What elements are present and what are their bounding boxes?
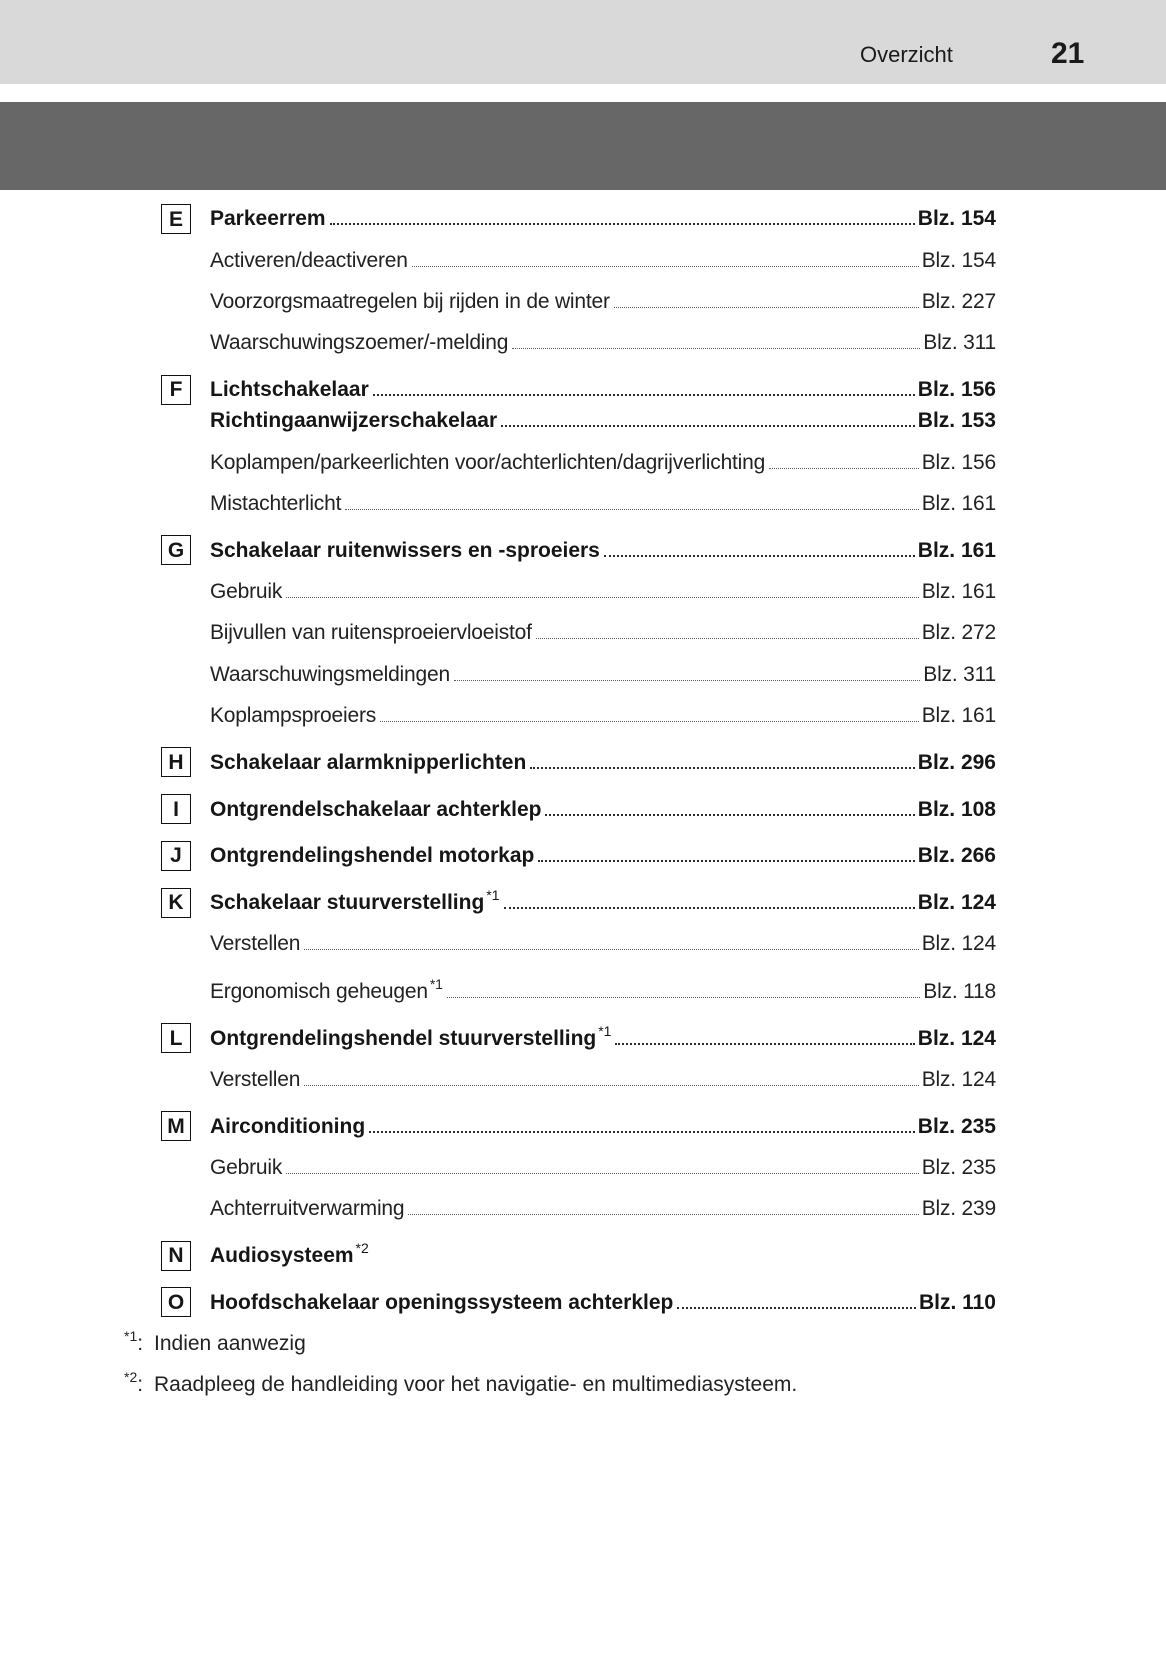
section-k bbox=[0, 882, 1166, 1012]
sub-entry bbox=[210, 442, 996, 483]
entry-label: Bijvullen van ruitensproeiervloeistof bbox=[210, 621, 532, 645]
sub-entry bbox=[210, 240, 996, 281]
page-reference: Blz. 235 bbox=[921, 1155, 996, 1179]
dot-leader bbox=[504, 907, 915, 909]
entry-label: Verstellen bbox=[210, 932, 301, 956]
entry-label: Koplampen/parkeerlichten voor/achterlichten/dagrijverlichting bbox=[210, 450, 766, 474]
dot-leader bbox=[454, 680, 920, 681]
page-reference: Blz. 161 bbox=[921, 703, 996, 727]
main-entry bbox=[210, 400, 996, 441]
section-n bbox=[0, 1235, 1166, 1276]
dot-leader bbox=[345, 509, 919, 510]
section-letter-box: I bbox=[161, 794, 191, 824]
dot-leader bbox=[286, 597, 919, 598]
dot-leader bbox=[536, 638, 919, 639]
entry-label: Lichtschakelaar bbox=[210, 378, 369, 402]
section-letter-box: J bbox=[161, 841, 191, 871]
entry-label: Parkeerrem bbox=[210, 207, 326, 231]
page-reference: Blz. 154 bbox=[917, 207, 996, 231]
entry-label: Waarschuwingszoemer/-melding bbox=[210, 331, 509, 355]
page-number: 21 bbox=[1051, 37, 1085, 70]
main-entry bbox=[168, 198, 996, 239]
footnote-marker bbox=[124, 1364, 154, 1407]
page-reference: Blz. 153 bbox=[917, 409, 996, 433]
index-list bbox=[0, 198, 1166, 1405]
main-entry bbox=[168, 1235, 996, 1276]
page-reference: Blz. 227 bbox=[921, 289, 996, 313]
dot-leader bbox=[330, 223, 915, 225]
header-band bbox=[0, 0, 1166, 84]
footnote-reference: *1 bbox=[598, 1022, 612, 1039]
footnote-mark: *1 bbox=[124, 1328, 138, 1345]
section-letter-box: K bbox=[161, 888, 191, 918]
section-letter-box: H bbox=[161, 747, 191, 777]
section-o bbox=[0, 1282, 1166, 1323]
footnote-reference: *1 bbox=[429, 975, 443, 992]
entry-label: Activeren/deactiveren bbox=[210, 248, 408, 272]
page-reference: Blz. 272 bbox=[921, 621, 996, 645]
main-entry bbox=[167, 1282, 996, 1323]
entry-label: Verstellen bbox=[210, 1067, 301, 1091]
footnote-separator: : bbox=[137, 1373, 144, 1397]
section-letter-box: L bbox=[161, 1023, 191, 1053]
page-reference: Blz. 124 bbox=[921, 1067, 996, 1091]
section-m bbox=[0, 1106, 1166, 1230]
section-letter-box: E bbox=[161, 204, 191, 234]
footnote-marker bbox=[124, 1323, 154, 1366]
page-reference: Blz. 161 bbox=[917, 538, 996, 562]
entry-label: Airconditioning bbox=[210, 1114, 366, 1138]
section-i bbox=[0, 789, 1166, 830]
sub-entry bbox=[210, 1188, 996, 1229]
sub-entry bbox=[210, 322, 996, 363]
entry-label: Gebruik bbox=[210, 1155, 283, 1179]
page-reference: Blz. 118 bbox=[923, 979, 996, 1003]
section-letter-box: G bbox=[161, 535, 191, 565]
dot-leader bbox=[769, 468, 919, 469]
page-reference: Blz. 296 bbox=[917, 750, 996, 774]
dot-leader bbox=[614, 307, 919, 308]
main-entry bbox=[170, 835, 996, 876]
entry-label: Koplampsproeiers bbox=[210, 703, 377, 727]
dot-leader bbox=[530, 767, 914, 769]
page-reference: Blz. 156 bbox=[917, 378, 996, 402]
page-reference: Blz. 124 bbox=[917, 891, 996, 915]
page-reference: Blz. 161 bbox=[921, 580, 996, 604]
sub-entry bbox=[210, 1147, 996, 1188]
entry-label: Ontgrendelingshendel motorkap bbox=[210, 844, 535, 868]
entry-label: Hoofdschakelaar openingssysteem achterklep bbox=[210, 1290, 674, 1314]
section-j bbox=[0, 835, 1166, 876]
sub-entry bbox=[210, 571, 996, 612]
section-f bbox=[0, 369, 1166, 524]
dot-leader bbox=[373, 394, 915, 396]
page-reference: Blz. 110 bbox=[918, 1290, 996, 1314]
footnote-mark: *2 bbox=[124, 1369, 138, 1386]
entry-label: Mistachterlicht bbox=[210, 491, 342, 515]
dot-leader bbox=[412, 266, 919, 267]
section-letter-box: O bbox=[161, 1287, 191, 1317]
dot-leader bbox=[604, 555, 915, 557]
page-reference: Blz. 311 bbox=[923, 662, 996, 686]
section-g bbox=[0, 530, 1166, 736]
dot-leader bbox=[380, 721, 919, 722]
dot-leader bbox=[538, 860, 914, 862]
sub-entry bbox=[210, 612, 996, 653]
page-reference: Blz. 161 bbox=[921, 491, 996, 515]
sub-entry bbox=[210, 971, 996, 1012]
entry-label: Schakelaar ruitenwissers en -sproeiers bbox=[210, 538, 600, 562]
main-entry bbox=[167, 1106, 996, 1147]
page-reference: Blz. 108 bbox=[917, 797, 996, 821]
sub-entry bbox=[210, 483, 996, 524]
entry-label: Schakelaar alarmknipperlichten bbox=[210, 750, 527, 774]
sub-entry bbox=[210, 654, 996, 695]
page-reference: Blz. 156 bbox=[921, 450, 996, 474]
footnote-separator: : bbox=[137, 1332, 144, 1356]
footnote-reference: *2 bbox=[355, 1240, 369, 1257]
section-letter-box: N bbox=[161, 1241, 191, 1271]
page-reference: Blz. 239 bbox=[921, 1197, 996, 1221]
section-e bbox=[0, 198, 1166, 363]
entry-label: Achterruitverwarming bbox=[210, 1197, 405, 1221]
page-reference: Blz. 311 bbox=[923, 331, 996, 355]
page-reference: Blz. 235 bbox=[917, 1114, 996, 1138]
dot-leader bbox=[369, 1131, 915, 1133]
chapter-band bbox=[0, 102, 1166, 190]
dot-leader bbox=[512, 348, 920, 349]
sub-entry bbox=[210, 695, 996, 736]
entry-label: Ontgrendelingshendel stuurverstelling bbox=[210, 1026, 597, 1050]
dot-leader bbox=[677, 1307, 916, 1309]
entry-label: Audiosysteem bbox=[210, 1244, 354, 1268]
page-reference: Blz. 154 bbox=[921, 248, 996, 272]
entry-label: Voorzorgsmaatregelen bij rijden in de winter bbox=[210, 289, 610, 313]
main-entry bbox=[169, 1018, 996, 1059]
footnote-text: Indien aanwezig bbox=[154, 1332, 306, 1356]
main-entry bbox=[167, 530, 996, 571]
section-letter-box: M bbox=[161, 1111, 191, 1141]
entry-label: Waarschuwingsmeldingen bbox=[210, 662, 450, 686]
page-reference: Blz. 124 bbox=[921, 932, 996, 956]
entry-label: Ergonomisch geheugen bbox=[210, 979, 428, 1003]
dot-leader bbox=[408, 1214, 918, 1215]
section-letter-box: F bbox=[161, 375, 191, 405]
dot-leader bbox=[501, 425, 915, 427]
entry-label: Ontgrendelschakelaar achterklep bbox=[210, 797, 542, 821]
entry-label: Schakelaar stuurverstelling bbox=[210, 891, 485, 915]
page-reference: Blz. 266 bbox=[917, 844, 996, 868]
dot-leader bbox=[615, 1043, 914, 1045]
footnotes bbox=[124, 1323, 1166, 1406]
dot-leader bbox=[304, 949, 918, 950]
footnote-reference: *1 bbox=[486, 887, 500, 904]
section-l bbox=[0, 1018, 1166, 1101]
main-entry bbox=[168, 882, 996, 923]
section-title: Overzicht bbox=[860, 42, 953, 67]
footnote bbox=[124, 1323, 1166, 1364]
entry-label: Gebruik bbox=[210, 580, 283, 604]
entry-label: Richtingaanwijzerschakelaar bbox=[210, 409, 498, 433]
sub-entry bbox=[210, 1059, 996, 1100]
main-entry bbox=[168, 742, 996, 783]
main-entry bbox=[173, 789, 996, 830]
dot-leader bbox=[545, 814, 914, 816]
dot-leader bbox=[286, 1173, 919, 1174]
sub-entry bbox=[210, 923, 996, 964]
footnote bbox=[124, 1364, 1166, 1405]
footnote-text: Raadpleeg de handleiding voor het navigatie- en multimediasysteem. bbox=[154, 1373, 798, 1397]
sub-entry bbox=[210, 281, 996, 322]
page-reference: Blz. 124 bbox=[917, 1026, 996, 1050]
dot-leader bbox=[304, 1085, 918, 1086]
dot-leader bbox=[447, 997, 921, 998]
section-h bbox=[0, 742, 1166, 783]
